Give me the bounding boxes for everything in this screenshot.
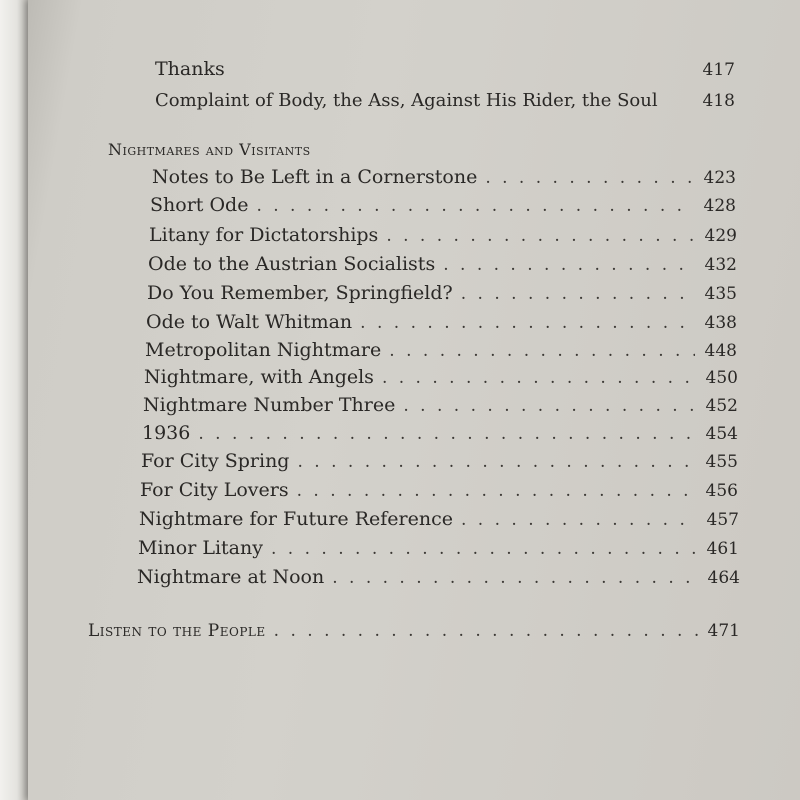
dot-leader — [297, 452, 695, 472]
dot-leader — [461, 284, 695, 304]
toc-entry — [143, 394, 738, 416]
dot-leader — [274, 621, 698, 641]
toc-entry — [149, 224, 737, 246]
dot-leader — [332, 568, 697, 588]
toc-entry-page: 457 — [706, 510, 739, 530]
toc-entry — [140, 479, 738, 501]
toc-entry-title: Ode to Walt Whitman — [146, 311, 353, 333]
toc-entry-title: Litany for Dictatorships — [149, 224, 379, 246]
toc-entry-page: 435 — [704, 284, 737, 304]
toc-entry-page: 417 — [702, 60, 735, 80]
toc-entry — [150, 194, 736, 216]
toc-entry-title: 1936 — [142, 422, 191, 444]
toc-entry-page: 418 — [702, 91, 735, 111]
toc-entry — [137, 566, 740, 588]
dot-leader — [198, 424, 695, 444]
toc-entry — [139, 508, 739, 530]
toc-entry — [148, 253, 737, 275]
toc-entry — [145, 339, 737, 361]
toc-entry-page: 438 — [704, 313, 737, 333]
toc-entry-page: 450 — [705, 368, 738, 388]
toc-entry-title: Minor Litany — [138, 537, 263, 559]
toc-entry-page: 464 — [707, 568, 740, 588]
book-spine-edge — [0, 0, 28, 800]
section-heading: Nightmares and Visitants — [108, 140, 311, 159]
toc-entry-page: 461 — [706, 539, 739, 559]
toc-entry-page: 448 — [704, 341, 737, 361]
toc-entry-title: Do You Remember, Springfield? — [147, 282, 453, 304]
dot-leader — [271, 539, 697, 559]
dot-leader — [403, 396, 695, 416]
dot-leader — [485, 168, 693, 188]
dot-leader — [297, 481, 696, 501]
toc-entry-thanks — [155, 58, 735, 80]
toc-entry — [144, 366, 738, 388]
toc-section-title: Listen to the People — [88, 621, 266, 641]
toc-entry-page: 455 — [705, 452, 738, 472]
toc-entry-title: Ode to the Austrian Socialists — [148, 253, 436, 275]
toc-entry-title: For City Lovers — [140, 479, 289, 501]
dot-leader — [256, 196, 693, 216]
toc-entry-page: 452 — [705, 396, 738, 416]
dot-leader — [360, 313, 694, 333]
dot-leader — [386, 226, 694, 246]
toc-entry-page: 456 — [705, 481, 738, 501]
toc-entry — [138, 537, 739, 559]
toc-entry-title: Short Ode — [150, 194, 249, 216]
toc-entry-title: For City Spring — [141, 450, 290, 472]
toc-entry-title: Metropolitan Nightmare — [145, 339, 382, 361]
dot-leader — [443, 255, 694, 275]
toc-entry — [147, 282, 737, 304]
toc-entry-title: Nightmare Number Three — [143, 394, 396, 416]
dot-leader — [461, 510, 697, 530]
toc-entry-title: Notes to Be Left in a Cornerstone — [152, 166, 478, 188]
toc-section-listen — [88, 621, 740, 641]
toc-entry-page: 454 — [705, 424, 738, 444]
toc-entry-page: 423 — [703, 168, 736, 188]
dot-leader — [389, 341, 694, 361]
toc-entry-title: Nightmare, with Angels — [144, 366, 374, 388]
toc-entry-page: 429 — [704, 226, 737, 246]
toc-entry-page: 432 — [704, 255, 737, 275]
toc-entry — [141, 450, 738, 472]
toc-entry — [152, 166, 736, 188]
toc-entry-title: Nightmare for Future Reference — [139, 508, 453, 530]
toc-entry-title: Thanks — [155, 58, 225, 80]
toc-entry-title: Nightmare at Noon — [137, 566, 325, 588]
toc-entry-page: 428 — [703, 196, 736, 216]
toc-entry-title: Complaint of Body, the Ass, Against His Rider, the Soul — [155, 90, 658, 111]
dot-leader — [382, 368, 696, 388]
toc-entry-complaint — [155, 90, 735, 111]
toc-section-page: 471 — [707, 621, 740, 641]
toc-entry — [146, 311, 737, 333]
toc-entry — [142, 422, 738, 444]
